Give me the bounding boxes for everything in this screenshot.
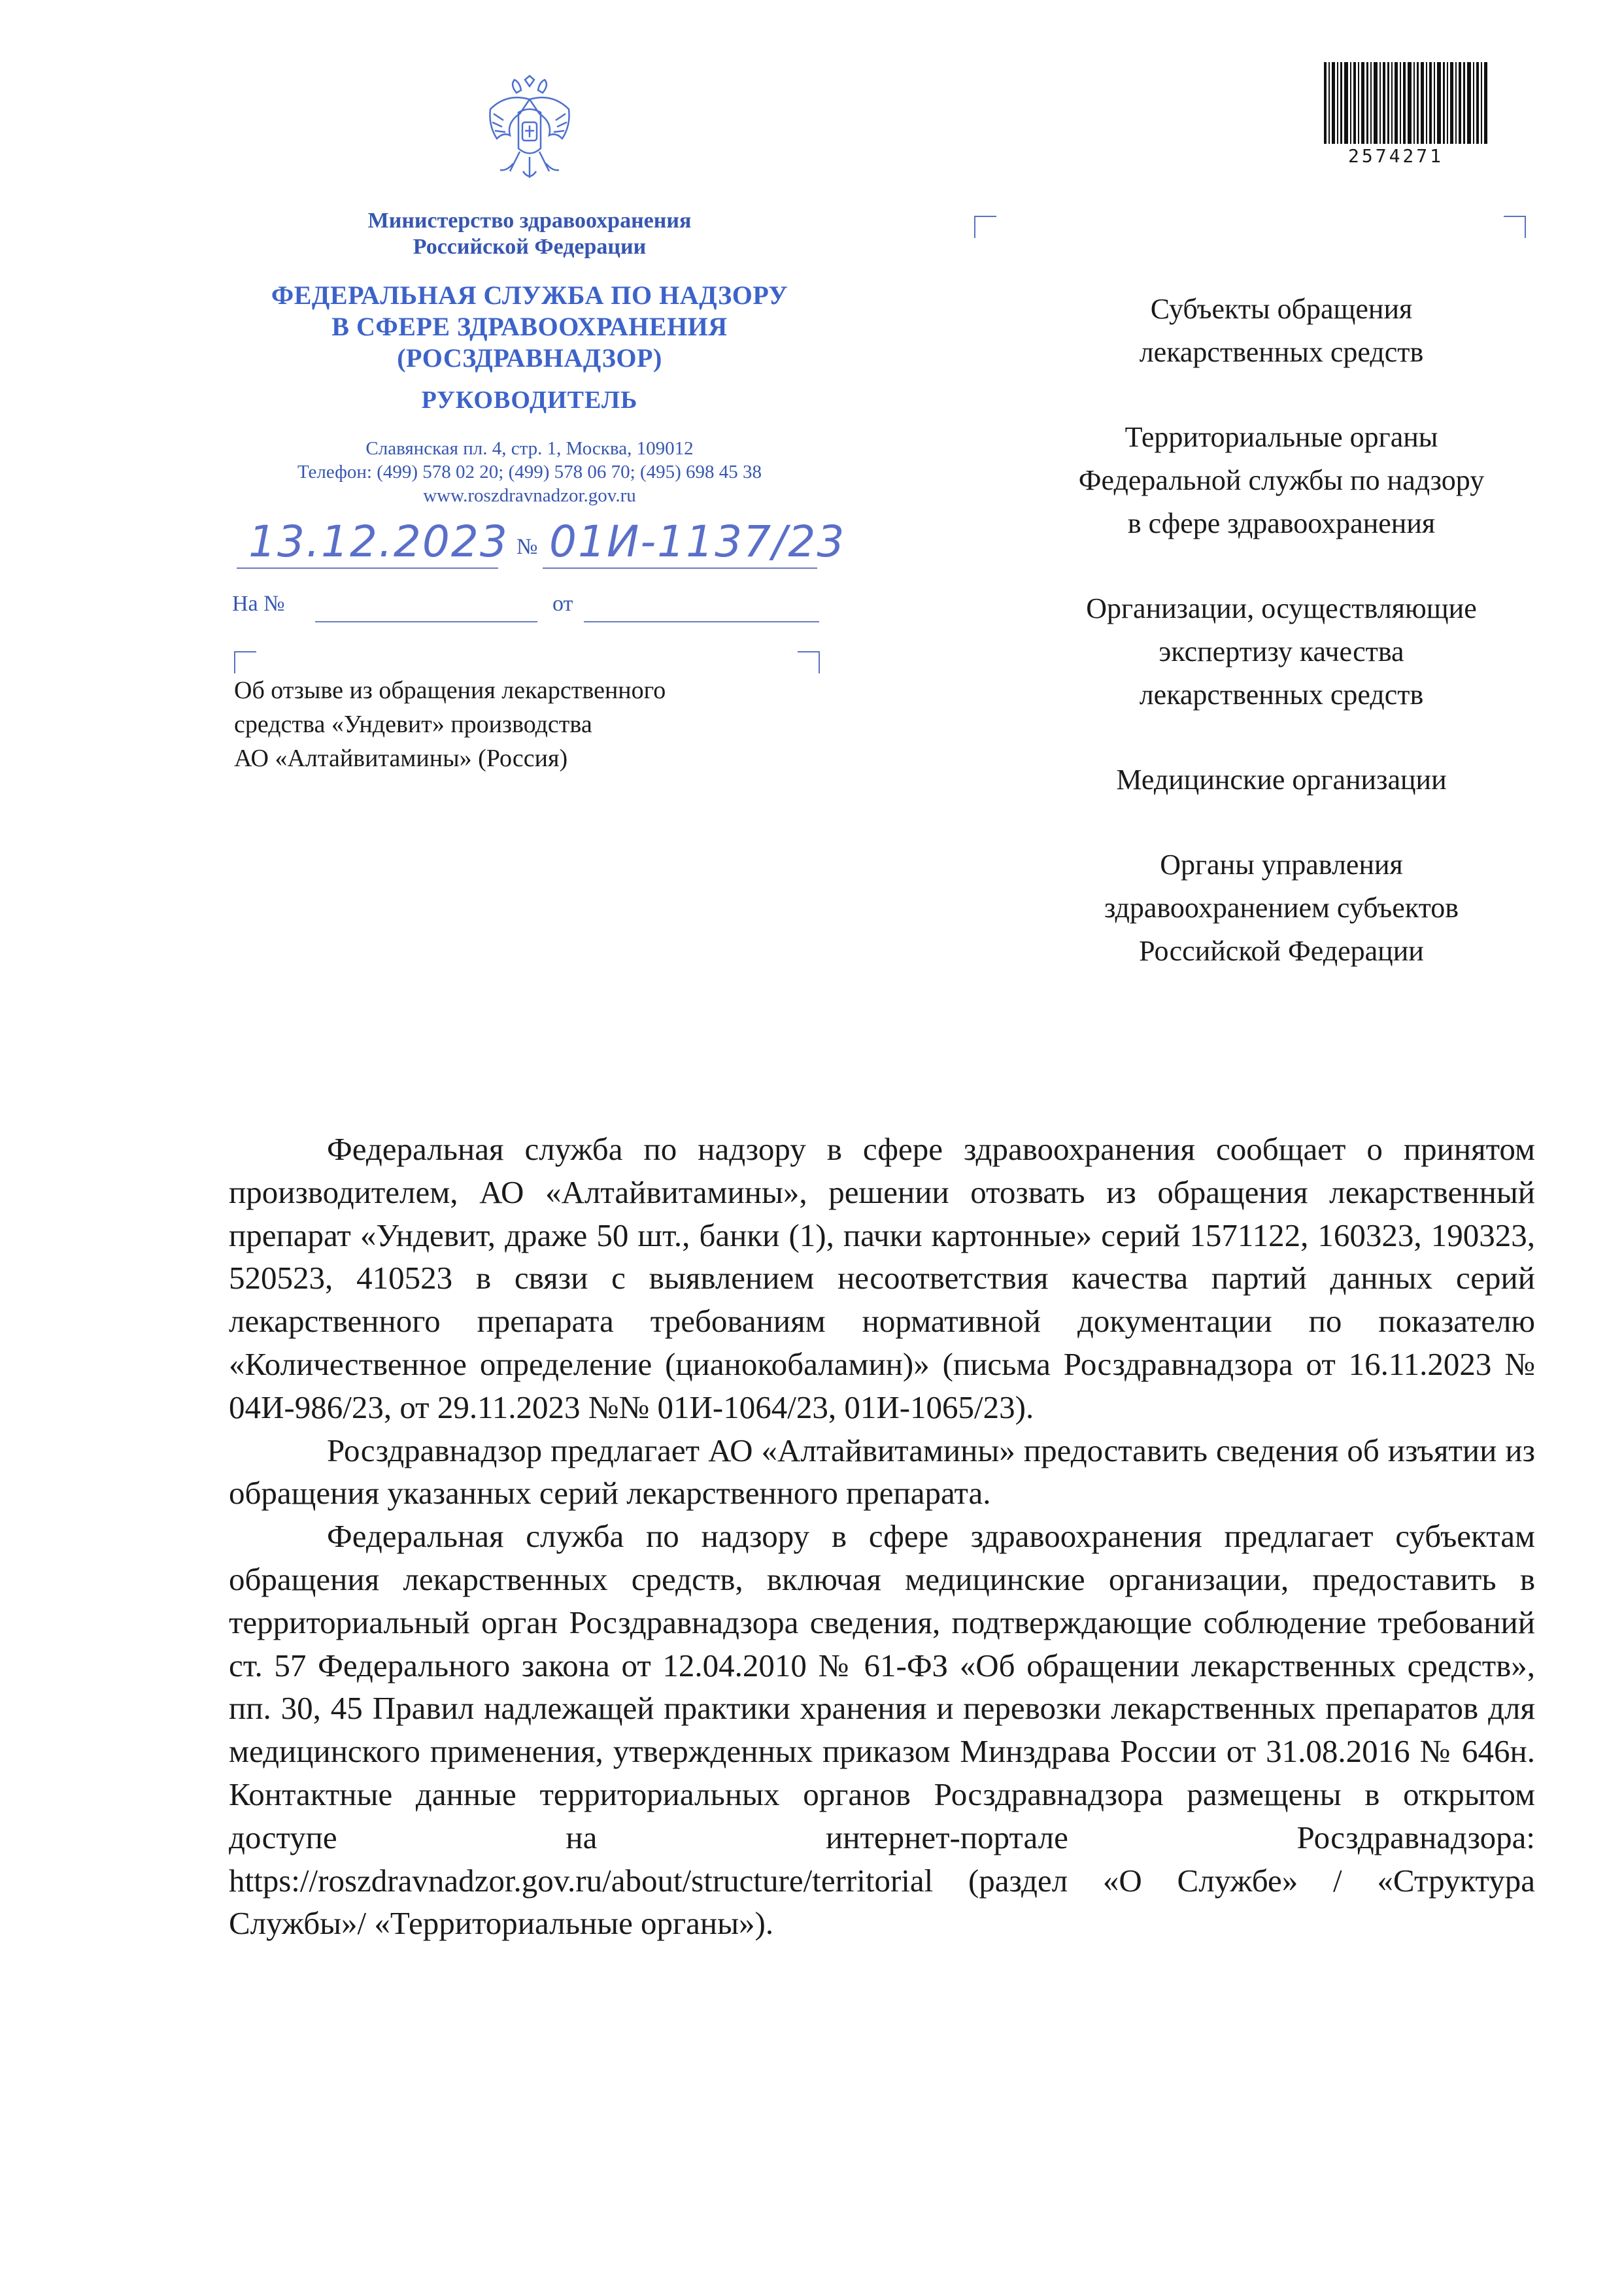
addressee <box>974 843 1589 973</box>
barcode-number: 2574271 <box>1348 145 1444 167</box>
service-line: В СФЕРЕ ЗДРАВООХРАНЕНИЯ <box>331 312 728 341</box>
subject-text: АО «Алтайвитамины» (Россия) <box>234 745 568 772</box>
addressee-bracket-right <box>1504 216 1526 238</box>
number-underline <box>543 567 817 569</box>
service-line: (РОСЗДРАВНАДЗОР) <box>397 343 662 373</box>
body-paragraph: Федеральная служба по надзору в сфере здравоохранения предлагает субъектам обращения лекарственных средств, включая медицинские организации, предоставить в территориальный орган Росздравнадзора сведения, подтверждающие соблюдение требований ст. 57 Федерального закона от 12.04.2010 № 61-ФЗ «Об обращении лекарственных средств», пп. 30, 45 Правил надлежащей практики хранения и перевозки лекарственных препаратов для медицинского применения, утвержденных приказом Минздрава России от 31.08.2016 № 646н. Контактные данные территориальных органов Росздравнадзора размещены в открытом доступе на интернет-портале Росздравнадзора: https://roszdravnadzor.gov.ru/about/structure/territorial (раздел «О Службе» / «Структура Службы»/ «Территориальные органы»). <box>229 1518 1535 1942</box>
date-underline <box>237 567 498 569</box>
addressee-block <box>974 288 1589 1015</box>
reference-underline <box>315 621 537 622</box>
barcode <box>1324 62 1487 144</box>
subject-bracket-right <box>798 651 820 673</box>
head-title: РУКОВОДИТЕЛЬ <box>421 386 638 414</box>
addressee-line: Медицинские организации <box>1116 764 1447 796</box>
from-underline <box>584 621 819 622</box>
coat-of-arms-icon <box>481 73 579 188</box>
addressee-line: Федеральной службы по надзору <box>1078 464 1485 496</box>
addressee-line: в сфере здравоохранения <box>1127 507 1436 539</box>
subject-line <box>234 673 822 775</box>
letter-body <box>229 1128 1535 1945</box>
ministry-name <box>196 208 863 260</box>
service-line: ФЕДЕРАЛЬНАЯ СЛУЖБА ПО НАДЗОРУ <box>271 280 788 310</box>
addressee-line: экспертизу качества <box>1159 635 1404 668</box>
body-paragraph: Федеральная служба по надзору в сфере здравоохранения сообщает о принятом производителем, АО «Алтайвитамины», решении отозвать из обращения лекарственный препарат «Ундевит, драже 50 шт., банки (1), пачки картонные» серий 1571122, 160323, 190323, 520523, 410523 в связи с выявлением несоответствия качества партий данных серий лекарственного препарата требованиям нормативной документации по показателю «Количественное определение (цианокобаламин)» (письма Росздравнадзора от 16.11.2023 № 04И-986/23, от 29.11.2023 №№ 01И-1064/23, 01И-1065/23). <box>229 1131 1535 1425</box>
website: www.roszdravnadzor.gov.ru <box>423 485 636 506</box>
registration-number: 01И-1137/23 <box>549 516 846 567</box>
addressee-line: лекарственных средств <box>1139 336 1424 368</box>
addressee-line: Органы управления <box>1160 849 1403 881</box>
subject-text: Об отзыве из обращения лекарственного <box>234 677 666 704</box>
subject-bracket-left <box>234 651 256 673</box>
addressee <box>974 416 1589 545</box>
addressee-bracket-left <box>974 216 996 238</box>
addressee-line: лекарственных средств <box>1139 679 1424 711</box>
subject-text: средства «Ундевит» производства <box>234 711 592 738</box>
addressee-line: Территориальные органы <box>1125 421 1438 453</box>
addressee <box>974 758 1589 802</box>
contact-block <box>196 437 863 507</box>
body-paragraph: Росздравнадзор предлагает АО «Алтайвитамины» предоставить сведения об изъятии из обращения указанных серий лекарственного препарата. <box>229 1432 1535 1512</box>
addressee-line: Субъекты обращения <box>1150 293 1413 325</box>
addressee <box>974 288 1589 374</box>
ministry-line: Министерство здравоохранения <box>367 209 692 233</box>
registration-date: 13.12.2023 <box>248 516 509 567</box>
addressee <box>974 587 1589 717</box>
addressee-line: Организации, осуществляющие <box>1086 592 1477 624</box>
reference-label: На № <box>232 592 285 616</box>
addressee-line: здравоохранением субъектов <box>1104 892 1459 924</box>
ministry-line: Российской Федерации <box>413 235 647 259</box>
number-label: № <box>516 535 538 559</box>
service-name <box>196 280 863 374</box>
phones: Телефон: (499) 578 02 20; (499) 578 06 70; (495) 698 45 38 <box>297 462 762 482</box>
from-label: от <box>552 592 573 616</box>
addressee-line: Российской Федерации <box>1139 935 1424 967</box>
address: Славянская пл. 4, стр. 1, Москва, 109012 <box>365 438 694 459</box>
